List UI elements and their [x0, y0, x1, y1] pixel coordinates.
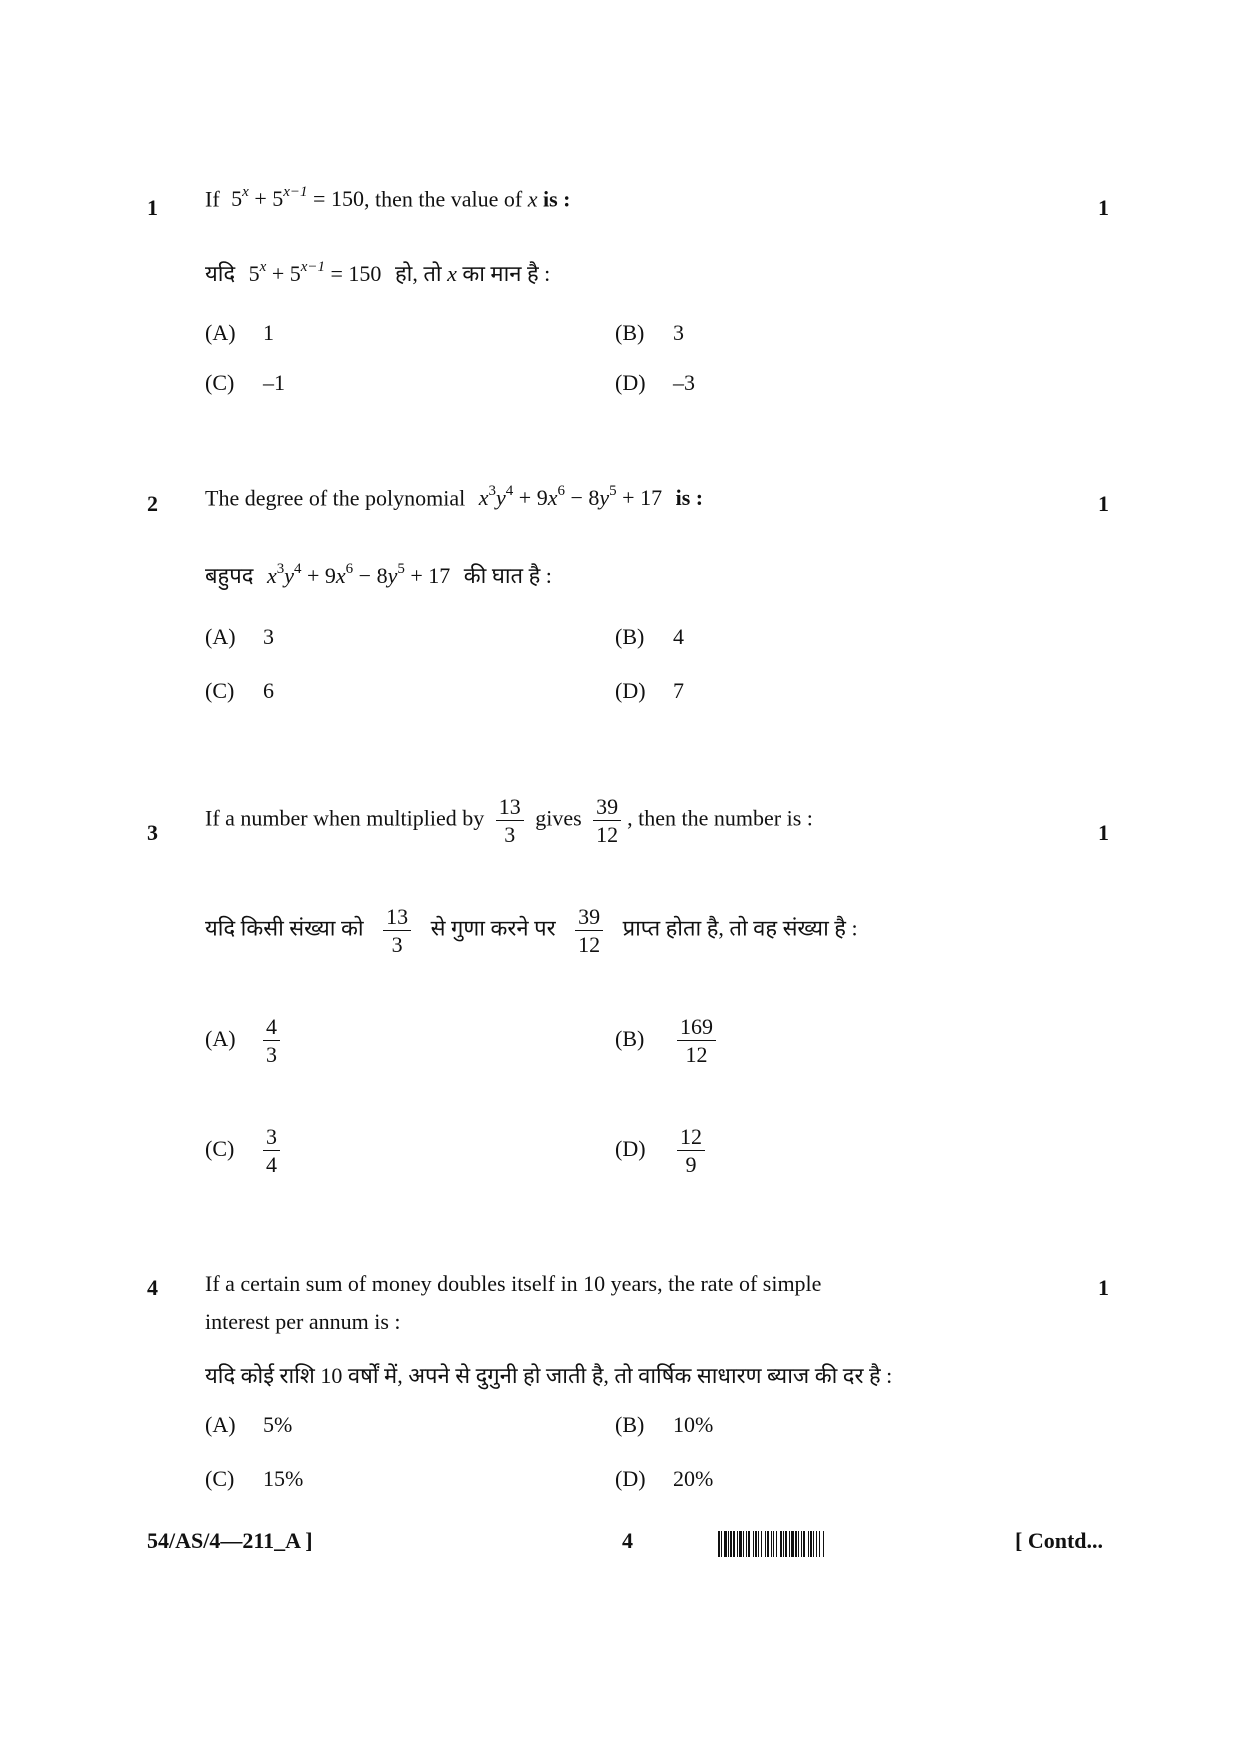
- question-1-option-d[interactable]: (D) –3: [615, 370, 695, 395]
- question-3-marks: 1: [1098, 820, 1109, 845]
- question-4-option-c[interactable]: (C) 15%: [205, 1466, 304, 1491]
- question-3-option-a[interactable]: (A) $\frac{4}{3}$: [205, 1015, 286, 1066]
- question-3-hindi: यदि किसी संख्या को $\frac{13}{3}$ से गुणा करने पर $\frac{39}{12}$ प्राप्त होता है, तो वह संख्या है :: [205, 904, 858, 958]
- fraction-39-over-12: $\frac{39}{12}$: [593, 795, 621, 846]
- question-1-english: If $5^x + 5^{x-1} = 150$, then the value of x is :: [205, 184, 571, 212]
- question-1-option-c[interactable]: (C) –1: [205, 370, 285, 395]
- polynomial-expression: $x^3y^4 + 9x^6 - 8y^5 + 17$: [478, 483, 663, 511]
- question-4-option-d[interactable]: (D) 20%: [615, 1466, 714, 1491]
- continued-label: [ Contd...: [1015, 1528, 1104, 1553]
- paper-code: 54/AS/4—211_A ]: [147, 1528, 313, 1553]
- question-3-english: If a number when multiplied by $\frac{13}{3}$ gives $\frac{39}{12}$ , then the number is :: [205, 794, 813, 848]
- question-2-marks: 1: [1098, 491, 1109, 516]
- question-2-option-c[interactable]: (C) 6: [205, 678, 274, 703]
- question-4-english-line-1: If a certain sum of money doubles itself in 10 years, the rate of simple: [205, 1271, 822, 1296]
- question-2-english: The degree of the polynomial $x^3y^4 + 9x^6 - 8y^5 + 17$ is :: [205, 483, 704, 511]
- question-4-hindi: यदि कोई राशि 10 वर्षों में, अपने से दुगुनी हो जाती है, तो वार्षिक साधारण ब्याज की दर है :: [205, 1363, 893, 1388]
- question-3-option-c[interactable]: (C) $\frac{3}{4}$: [205, 1125, 286, 1176]
- question-2-hindi: बहुपद $x^3y^4 + 9x^6 - 8y^5 + 17$ की घात है :: [205, 560, 552, 588]
- question-1-number: 1: [147, 195, 158, 220]
- question-4-option-a[interactable]: (A) 5%: [205, 1412, 293, 1437]
- question-4-marks: 1: [1098, 1275, 1109, 1300]
- question-1-option-a[interactable]: (A) 1: [205, 320, 274, 345]
- question-1-hindi: यदि $5^x + 5^{x-1} = 150$ हो, तो x का मान है :: [205, 258, 551, 286]
- page-number: 4: [622, 1528, 633, 1553]
- question-3-number: 3: [147, 820, 158, 845]
- question-2-number: 2: [147, 491, 158, 516]
- question-4-option-b[interactable]: (B) 10%: [615, 1412, 714, 1437]
- question-4-english-line-2: interest per annum is :: [205, 1309, 401, 1334]
- question-3-option-b[interactable]: (B) $\frac{169}{12}$: [615, 1015, 722, 1066]
- question-4-number: 4: [147, 1275, 158, 1300]
- question-2-option-b[interactable]: (B) 4: [615, 624, 684, 649]
- question-2-option-a[interactable]: (A) 3: [205, 624, 274, 649]
- question-1-option-b[interactable]: (B) 3: [615, 320, 684, 345]
- fraction-13-over-3: $\frac{13}{3}$: [496, 795, 524, 846]
- question-3-option-d[interactable]: (D) $\frac{12}{9}$: [615, 1125, 711, 1176]
- question-1-marks: 1: [1098, 195, 1109, 220]
- barcode: [718, 1531, 970, 1557]
- question-2-option-d[interactable]: (D) 7: [615, 678, 684, 703]
